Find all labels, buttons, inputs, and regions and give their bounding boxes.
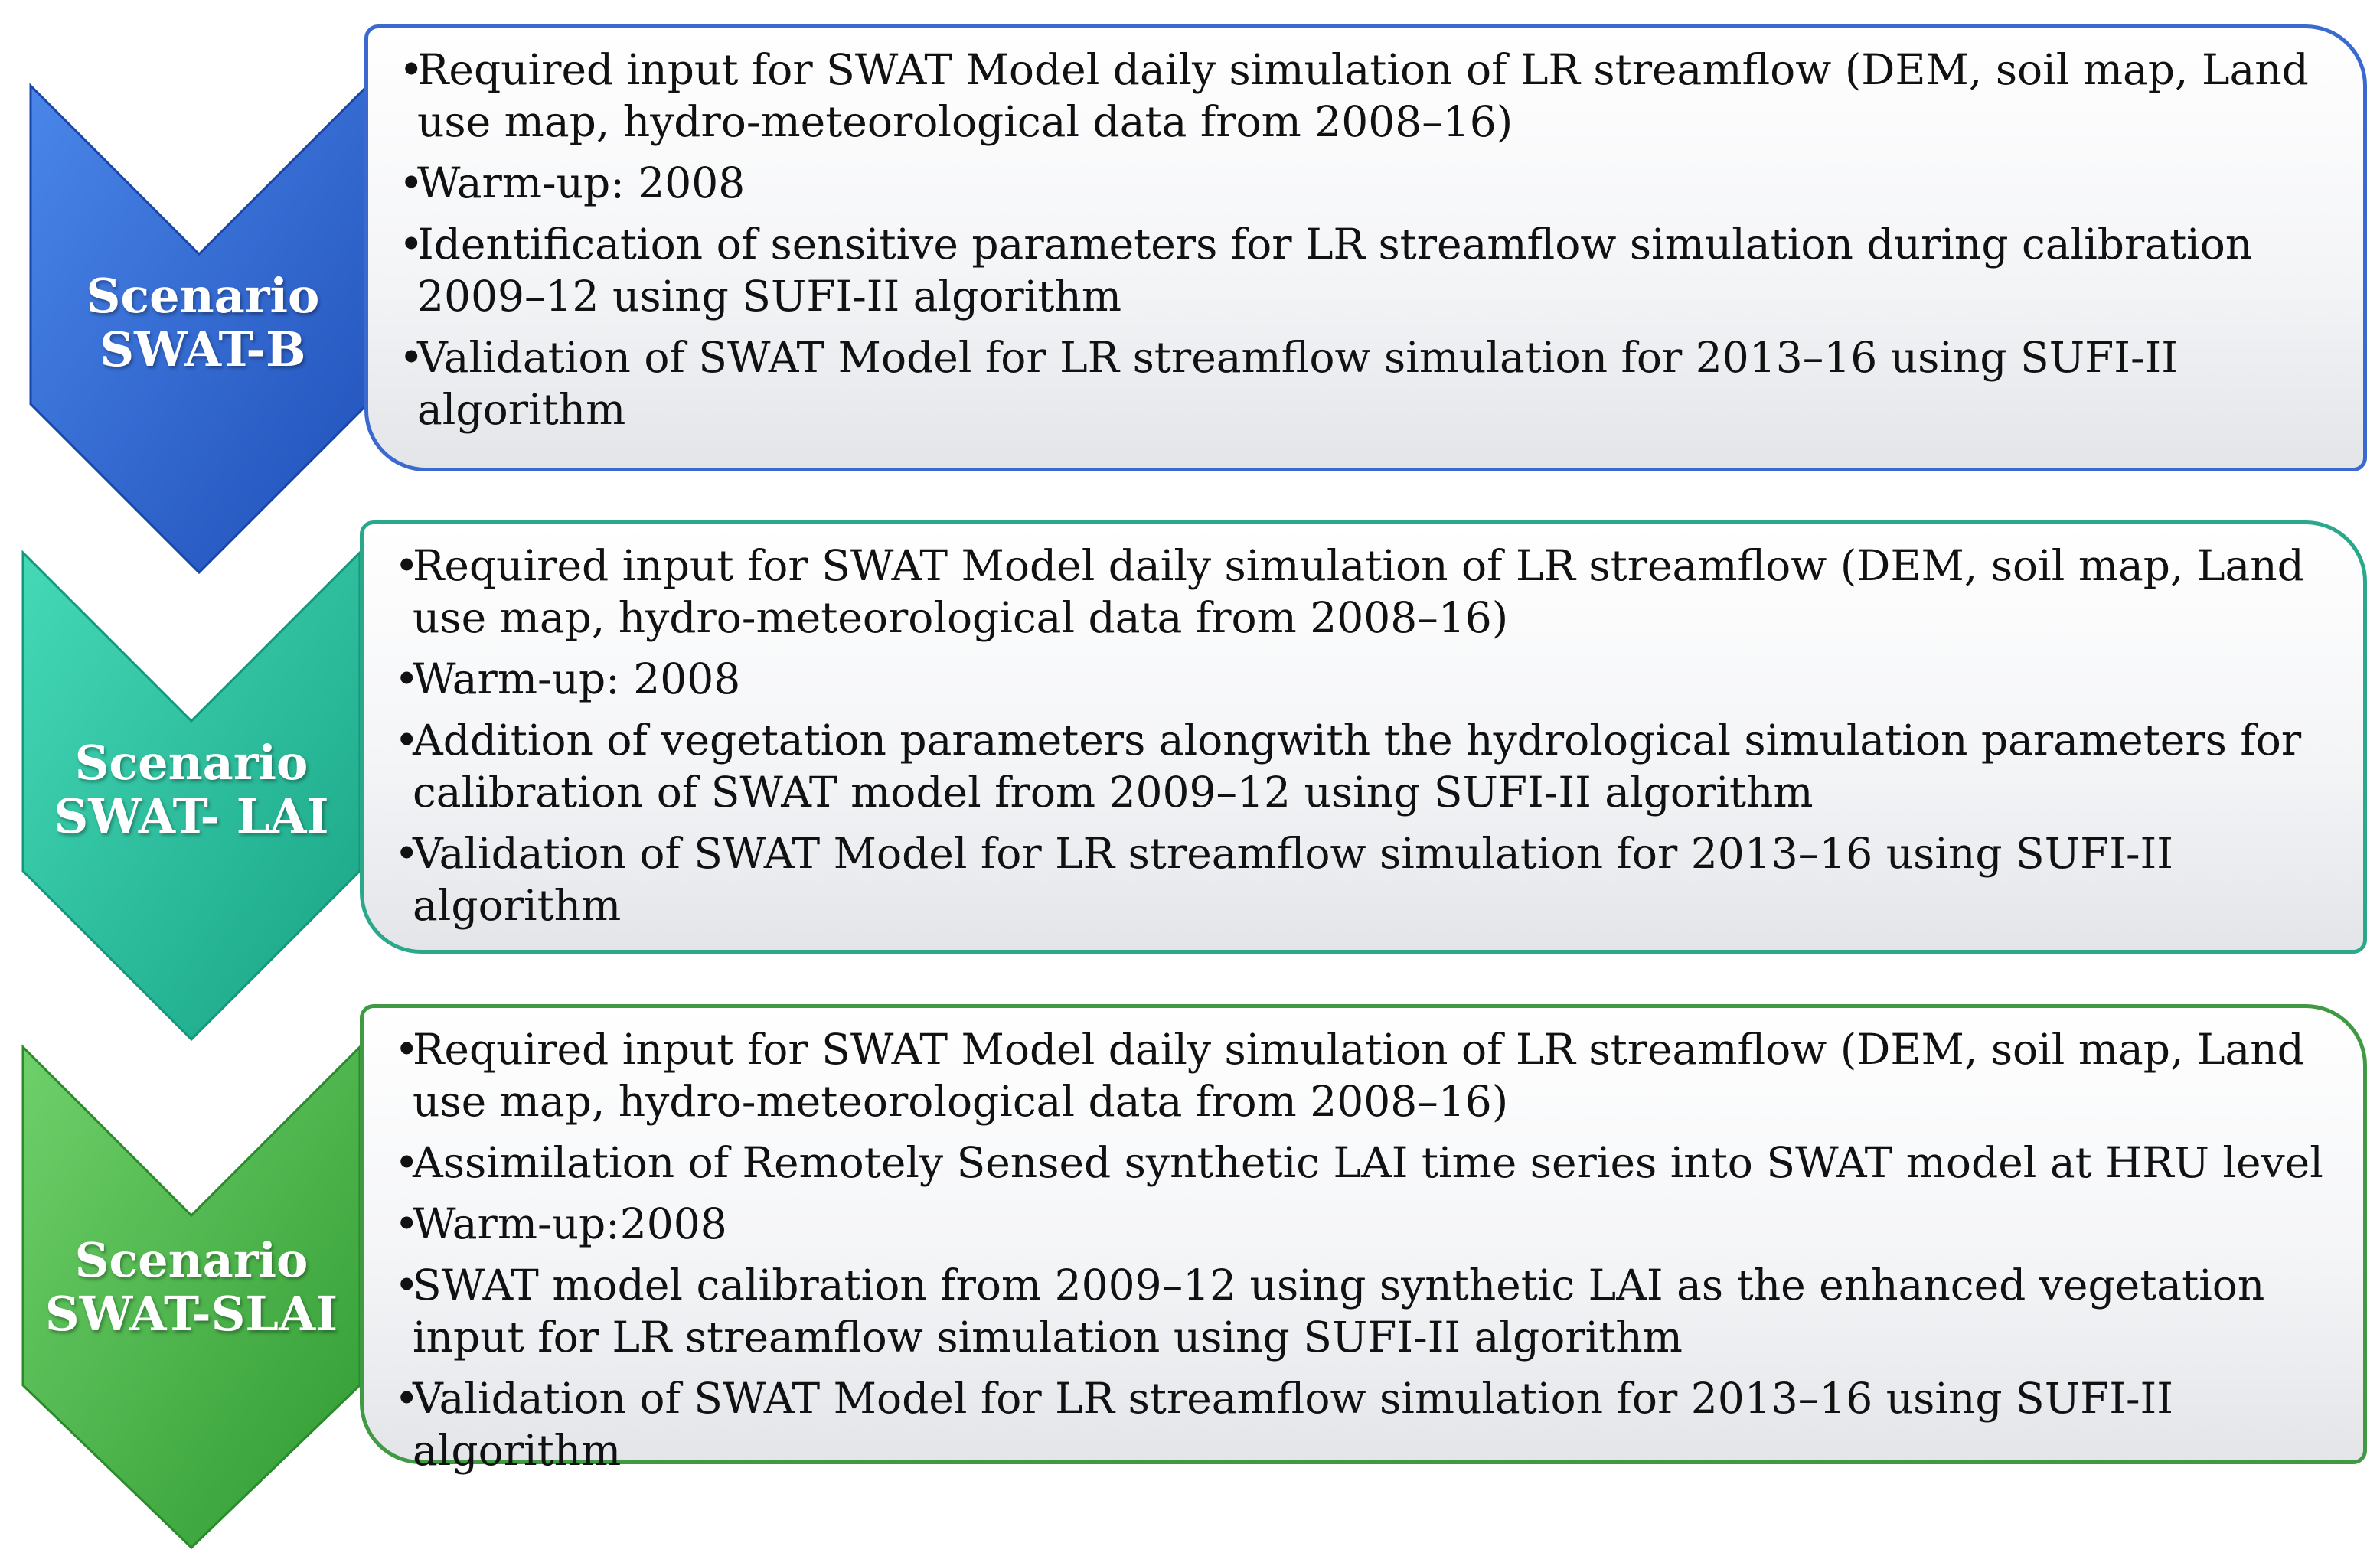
bullet-item: • Required input for SWAT Model daily simulation of LR streamflow (DEM, soil map, Land use map, hydro-meteorological data from 2008–16) (394, 1023, 2333, 1127)
bullet-item: • SWAT model calibration from 2009–12 using synthetic LAI as the enhanced vegetation input for LR streamflow simulation using SUFI-II algorithm (394, 1259, 2333, 1363)
bullet-text: Validation of SWAT Model for LR streamflow simulation for 2013–16 using SUFI-II algorithm (417, 333, 2179, 434)
bullet-text: Validation of SWAT Model for LR streamflow simulation for 2013–16 using SUFI-II algorithm (413, 1374, 2174, 1475)
bullet-text: SWAT model calibration from 2009–12 using synthetic LAI as the enhanced vegetation input for LR streamflow simulation using SUFI-II algorithm (413, 1261, 2265, 1362)
bullet-text: Warm-up: 2008 (413, 654, 741, 703)
bullet-item: • Warm-up:2008 (394, 1198, 2333, 1250)
bullet-item: • Warm-up: 2008 (394, 653, 2333, 705)
bullet-item: • Validation of SWAT Model for LR streamflow simulation for 2013–16 using SUFI-II algorithm (399, 331, 2333, 435)
scenario-label-swat-b (46, 269, 360, 377)
scenario-box-swat-lai (360, 520, 2367, 954)
bullet-item: • Required input for SWAT Model daily simulation of LR streamflow (DEM, soil map, Land use map, hydro-meteorological data from 2008–16) (394, 540, 2333, 644)
bullet-item: • Validation of SWAT Model for LR streamflow simulation for 2013–16 using SUFI-II algorithm (394, 827, 2333, 931)
scenario-box-swat-b (364, 24, 2367, 471)
bullet-text: Warm-up:2008 (413, 1199, 727, 1248)
bullet-text: Required input for SWAT Model daily simulation of LR streamflow (DEM, soil map, Land use map, hydro-meteorological data from 2008–16) (413, 1025, 2304, 1126)
bullet-item: • Addition of vegetation parameters alongwith the hydrological simulation parameters for calibration of SWAT model from 2009–12 using SUFI-II algorithm (394, 714, 2333, 818)
bullet-item: • Required input for SWAT Model daily simulation of LR streamflow (DEM, soil map, Land use map, hydro-meteorological data from 2008–16) (399, 44, 2333, 148)
bullet-item: • Assimilation of Remotely Sensed synthetic LAI time series into SWAT model at HRU level (394, 1137, 2333, 1189)
bullet-text: Validation of SWAT Model for LR streamflow simulation for 2013–16 using SUFI-II algorithm (413, 829, 2174, 930)
bullet-text: Warm-up: 2008 (417, 158, 746, 207)
scenario-label-line1: Scenario (74, 735, 309, 791)
bullet-text: Identification of sensitive parameters for LR streamflow simulation during calibration 2009–12 using SUFI-II algorithm (417, 220, 2253, 321)
bullet-text: Required input for SWAT Model daily simulation of LR streamflow (DEM, soil map, Land use map, hydro-meteorological data from 2008–16) (417, 45, 2309, 146)
scenario-label-line2: SWAT-SLAI (44, 1286, 338, 1342)
scenario-label-swat-slai (23, 1234, 360, 1341)
scenario-label-line2: SWAT-B (100, 321, 306, 377)
bullet-item: • Identification of sensitive parameters for LR streamflow simulation during calibration 2009–12 using SUFI-II algorithm (399, 218, 2333, 322)
scenario-label-line1: Scenario (86, 268, 320, 324)
bullet-item: • Validation of SWAT Model for LR streamflow simulation for 2013–16 using SUFI-II algorithm (394, 1372, 2333, 1476)
bullet-text: Required input for SWAT Model daily simulation of LR streamflow (DEM, soil map, Land use map, hydro-meteorological data from 2008–16) (413, 541, 2304, 642)
scenario-label-swat-lai (31, 736, 352, 843)
bullet-text: Addition of vegetation parameters alongwith the hydrological simulation parameters for calibration of SWAT model from 2009–12 using SUFI-II algorithm (413, 716, 2302, 817)
bullet-item: • Warm-up: 2008 (399, 157, 2333, 209)
bullet-text: Assimilation of Remotely Sensed synthetic LAI time series into SWAT model at HRU level (413, 1138, 2323, 1187)
scenario-label-line2: SWAT- LAI (54, 788, 329, 844)
scenario-label-line1: Scenario (74, 1232, 309, 1288)
scenario-box-swat-slai (360, 1004, 2367, 1475)
